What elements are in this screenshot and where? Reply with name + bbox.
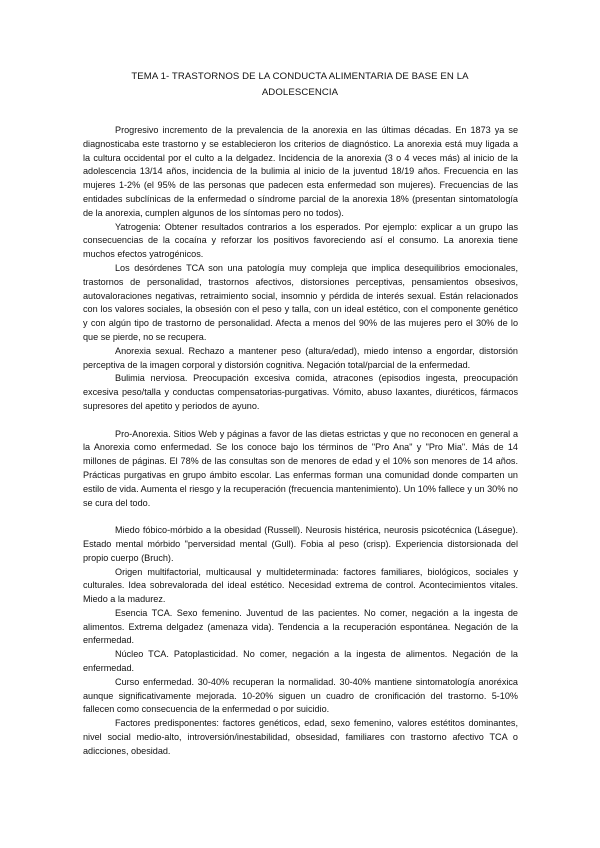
paragraph-origen-multifactorial: Origen multifactorial, multicausal y multideterminada: factores familiares, biológicos, sociales y culturales. Idea sobrevalorada del ideal estético. Necesidad extrema de control. Acontecimientos vitales. Miedo a la madurez. — [83, 566, 518, 605]
paragraph-factores-predisponentes: Factores predisponentes: factores genéticos, edad, sexo femenino, valores estétitos dominantes, nivel social medio-alto, introversión/inestabilidad, obsesidad, familiares con trastorno afectivo TCA o adicciones, obesidad. — [83, 718, 518, 756]
title-line-2: ADOLESCENCIA — [261, 86, 339, 98]
paragraph-curso-enfermedad: Curso enfermedad. 30-40% recuperan la normalidad. 30-40% mantiene sintomatología anoréxica aunque significativamente mejorada. 10-20% siguen un cuadro de cronificación del trastorno. 5-10% fallecen como consecuencia de la enfermedad o por suicidio. — [83, 676, 518, 715]
paragraph-yatrogenia: Yatrogenia: Obtener resultados contrarios a los esperados. Por ejemplo: explicar a un grupo las consecuencias de la cocaína y reforzar los positivos favoreciendo así el consumo. La anorexia tiene muchos efectos yatrogénicos. — [83, 221, 518, 260]
paragraph-anorexia-sexual: Anorexia sexual. Rechazo a mantener peso (altura/edad), miedo intenso a engordar, distorsión perceptiva de la imagen corporal y distorsión cognitiva. Negación total/parcial de la enfermedad. — [83, 345, 518, 370]
paragraph-pro-anorexia: Pro-Anorexia. Sitios Web y páginas a favor de las dietas estrictas y que no reconocen en general a la Anorexia como enfermedad. Se los conoce bajo los términos de "Pro Ana" y "Pro Mia". Más de 14 millones de páginas. El 78% de las consultas son de menores de edad y el 10% son menores de 14 años. Prácticas purgativas en grupo ámbito escolar. Las enfermas forman una comunidad donde comparten un estilo de vida. Aumenta el riesgo y la recuperación (frecuencia mantenimiento). Un 10% fallece y un 30% no se cura del todo. — [83, 428, 518, 508]
document-title — [110, 69, 490, 100]
document-body — [83, 124, 518, 759]
paragraph-bulimia-nerviosa: Bulimia nerviosa. Preocupación excesiva comida, atracones (episodios ingesta, preocupación excesiva peso/talla y conductas compensatorias-purgativas. Vómito, abuso laxantes, diuréticos, fármacos supresores del apetito y periodos de ayuno. — [83, 373, 518, 411]
paragraph-esencia-tca: Esencia TCA. Sexo femenino. Juventud de las pacientes. No comer, negación a la ingesta de alimentos. Extrema delgadez (amenaza vida). Tendencia a la recuperación espontánea. Negación de la enfermedad. — [83, 607, 518, 646]
title-line-1: TEMA 1- TRASTORNOS DE LA CONDUCTA ALIMENTARIA DE BASE EN LA — [131, 71, 469, 82]
paragraph-miedo-fobico: Miedo fóbico-mórbido a la obesidad (Russell). Neurosis histérica, neurosis psicotécnica (Lásegue). Estado mental mórbido "perversidad mental (Gull). Fobia al peso (crisp). Experiencia distorsionada del propio cuerpo (Bruch). — [83, 525, 518, 563]
paragraph-desordenes-tca: Los desórdenes TCA son una patología muy compleja que implica desequilibrios emocionales, trastornos de personalidad, trastornos afectivos, distorsiones perceptivas, pensamientos obsesivos, autovaloraciones negativas, retraimiento social, insomnio y pérdida de interés sexual. Están relacionados con los valores sociales, la obsesión con el peso y talla, con un ideal estético, con el componente genético y con algún tipo de trastorno de personalidad. Afecta a menos del 90% de las mujeres pero el 30% de lo que se pierde, no se recupera. — [83, 262, 518, 342]
paragraph-prevalencia: Progresivo incremento de la prevalencia de la anorexia en las últimas décadas. En 1873 ya se diagnosticaba este trastorno y se establecieron los criterios de diagnóstico. La anorexia está muy ligada a la cultura occidental por el culto a la delgadez. Incidencia de la anorexia (3 o 4 veces más) al inicio de la adolescencia 13/14 años, incidencia de la bulimia al inicio de la juventud 18/19 años. Frecuencia en las mujeres 1-2% (el 95% de las personas que padecen esta enfermedad son mujeres). Frecuencias de las entidades subclínicas de la enfermedad o síndrome parcial de la anorexia 18% (presentan sintomatología de la anorexia, cumplen algunos de los síntomas pero no todos). — [83, 125, 518, 218]
paragraph-nucleo-tca: Núcleo TCA. Patoplasticidad. No comer, negación a la ingesta de alimentos. Negación de la enfermedad. — [83, 649, 518, 674]
